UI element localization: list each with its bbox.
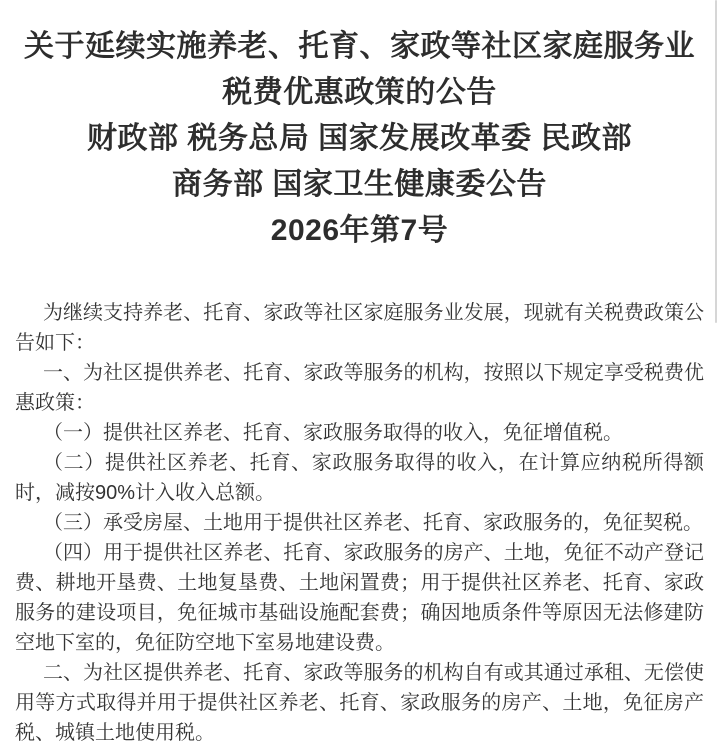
- announcement-body: [15, 298, 704, 748]
- announcement-header: [0, 0, 719, 254]
- paragraph-article-1: 一、为社区提供养老、托育、家政等服务的机构，按照以下规定享受税费优惠政策：: [15, 362, 704, 414]
- announcement-title-line-1: 关于延续实施养老、托育、家政等社区家庭服务业: [24, 30, 695, 63]
- paragraph-article-1-item-1: （一）提供社区养老、托育、家政服务取得的收入，免征增值税。: [43, 422, 623, 444]
- paragraph-article-1-item-3: （三）承受房屋、土地用于提供社区养老、托育、家政服务的，免征契税。: [43, 512, 703, 534]
- issuing-agencies-line-1: 财政部 税务总局 国家发展改革委 民政部: [86, 122, 632, 155]
- paragraph-intro: 为继续支持养老、托育、家政等社区家庭服务业发展，现就有关税费政策公告如下：: [15, 302, 704, 354]
- issuing-agencies-line-2: 商务部 国家卫生健康委公告: [172, 168, 547, 201]
- paragraph-article-2: 二、为社区提供养老、托育、家政等服务的机构自有或其通过承租、无偿使用等方式取得并用于提供社区养老、托育、家政服务的房产、土地，免征房产税、城镇土地使用税。: [15, 662, 704, 744]
- announcement-title-line-2: 税费优惠政策的公告: [222, 76, 497, 109]
- scrollbar-thumb[interactable]: [715, 0, 717, 323]
- announcement-number: 2026年第7号: [270, 214, 449, 247]
- paragraph-article-1-item-2: （二）提供社区养老、托育、家政服务取得的收入，在计算应纳税所得额时，减按90%计入收入总额。: [15, 452, 704, 504]
- paragraph-article-1-item-4: （四）用于提供社区养老、托育、家政服务的房产、土地，免征不动产登记费、耕地开垦费、土地复垦费、土地闲置费；用于提供社区养老、托育、家政服务的建设项目，免征城市基础设施配套费；确因地质条件等原因无法修建防空地下室的，免征防空地下室易地建设费。: [15, 542, 704, 654]
